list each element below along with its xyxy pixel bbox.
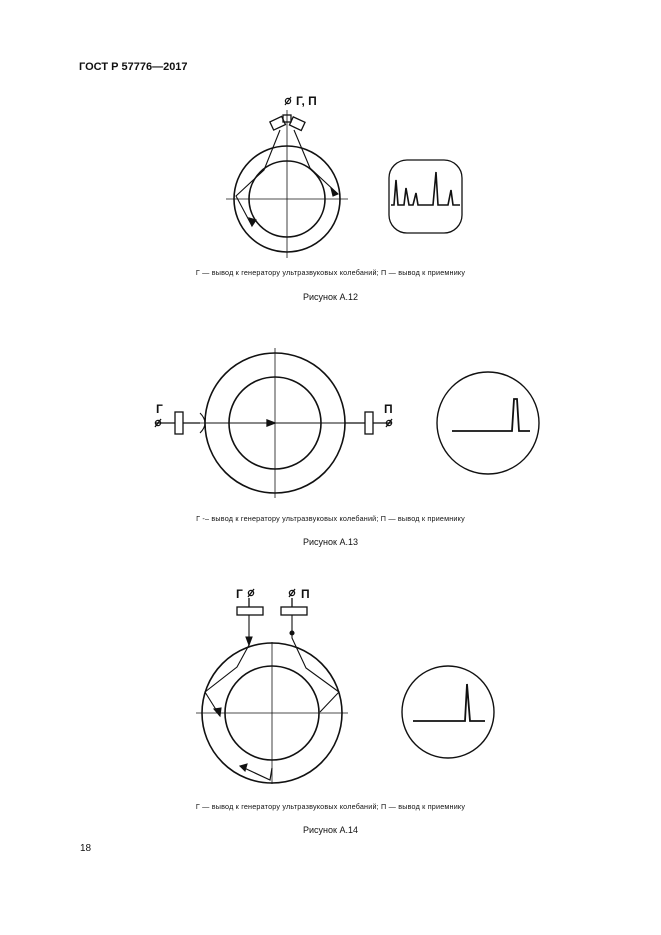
- oscilloscope-screen: [389, 160, 462, 233]
- receiver-label: П: [384, 402, 393, 416]
- figure-a12-caption: Рисунок А.12: [303, 292, 358, 302]
- beam-arrowhead: [267, 420, 275, 426]
- figure-a14-legend: Г — вывод к генератору ультразвуковых колебаний; П — вывод к приемнику: [195, 802, 466, 811]
- document-header: ГОСТ Р 57776—2017: [79, 61, 188, 73]
- page-number: 18: [80, 843, 92, 854]
- oscilloscope-trace: [391, 172, 460, 205]
- probe-terminal-symbol: [285, 97, 291, 105]
- oscilloscope-screen: [402, 666, 494, 758]
- oscilloscope-screen: [437, 372, 539, 474]
- generator-label: Г: [236, 587, 243, 601]
- figure-a14-diagram: [196, 587, 494, 784]
- receiver-label: П: [301, 587, 310, 601]
- figure-a12-diagram: [226, 94, 462, 258]
- oscilloscope-trace: [413, 684, 485, 721]
- figure-a13-legend: Г -– вывод к генератору ультразвуковых колебаний; П — вывод к приемнику: [196, 514, 465, 523]
- figure-a14-caption: Рисунок А.14: [303, 825, 358, 835]
- figure-a13-diagram: [155, 348, 539, 498]
- dual-probe: [270, 115, 305, 130]
- probe-label: Г, П: [296, 94, 317, 108]
- generator-label: Г: [156, 402, 163, 416]
- figure-a12-legend: Г — вывод к генератору ультразвуковых колебаний; П — вывод к приемнику: [195, 268, 466, 277]
- oscilloscope-trace: [452, 399, 530, 431]
- figure-a13-caption: Рисунок А.13: [303, 537, 358, 547]
